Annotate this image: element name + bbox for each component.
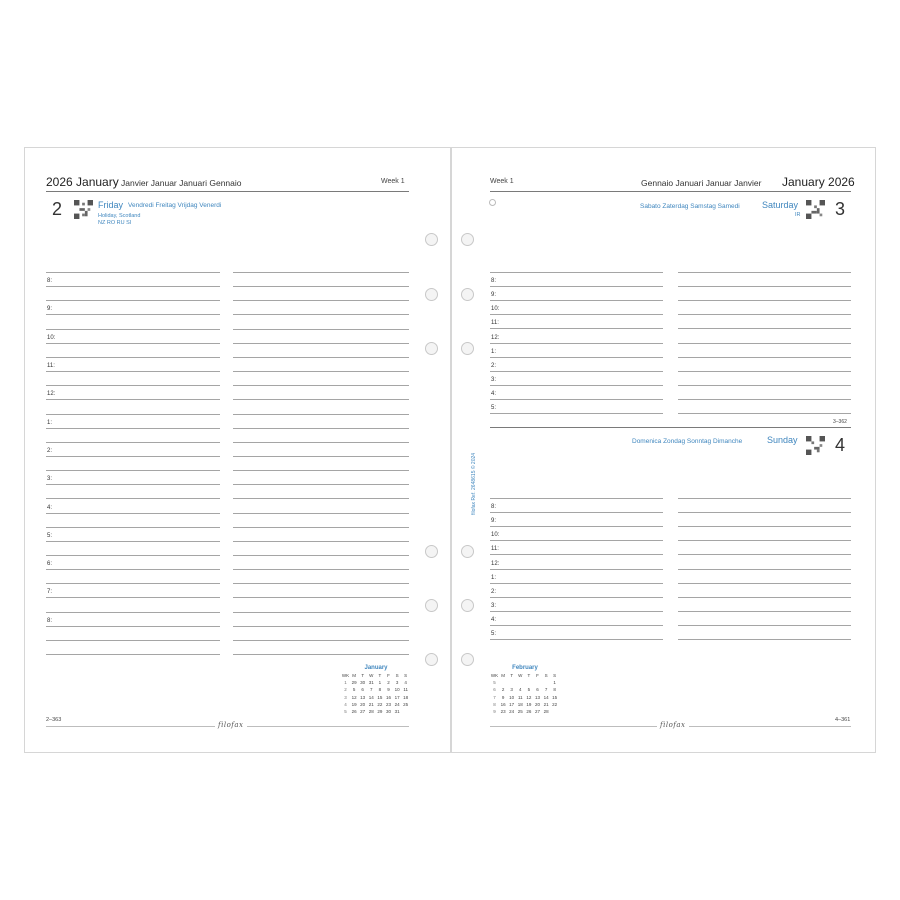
writing-line <box>678 498 851 499</box>
mini-calendar-day: 25 <box>403 701 409 707</box>
mini-calendar-day: 7 <box>544 687 548 693</box>
writing-line <box>46 597 220 598</box>
right-page-code: 4–361 <box>835 717 851 723</box>
time-label: 2: <box>47 448 53 454</box>
time-label: 10: <box>491 532 500 538</box>
mini-calendar-header-cell: F <box>536 673 539 678</box>
writing-line <box>233 498 409 499</box>
writing-line <box>490 371 663 372</box>
qr-code-icon <box>74 200 93 219</box>
saturday-note: IR <box>795 212 801 218</box>
binder-hole <box>425 545 438 558</box>
mini-calendar-header-cell: W <box>369 673 374 678</box>
writing-line <box>46 343 220 344</box>
qr-code-icon <box>806 436 825 455</box>
mini-calendar-day: 10 <box>394 687 400 693</box>
binder-hole <box>425 342 438 355</box>
writing-line <box>46 513 220 514</box>
time-label: 4: <box>491 617 497 623</box>
writing-line <box>678 639 851 640</box>
writing-line <box>233 357 409 358</box>
binder-hole <box>461 342 474 355</box>
binder-hole <box>461 288 474 301</box>
mini-calendar-day: 30 <box>385 709 391 714</box>
time-label: 11: <box>47 363 55 369</box>
writing-line <box>233 626 409 627</box>
time-label: 9: <box>491 518 497 524</box>
mini-calendar-week-number: 4 <box>344 701 347 707</box>
writing-line <box>233 272 409 273</box>
writing-line <box>490 314 663 315</box>
mini-calendar-week-number: 8 <box>493 701 496 707</box>
left-diary-page <box>24 147 451 753</box>
writing-line <box>678 300 851 301</box>
writing-line <box>46 300 220 301</box>
writing-line <box>678 399 851 400</box>
writing-line <box>233 484 409 485</box>
writing-line <box>490 611 663 612</box>
writing-line <box>46 414 220 415</box>
writing-line <box>490 399 663 400</box>
writing-line <box>46 569 220 570</box>
left-day-name: Friday <box>98 200 124 210</box>
mini-calendar-day: 27 <box>534 709 540 714</box>
left-day-number: 2 <box>52 199 63 219</box>
right-diary-page <box>451 147 876 753</box>
mini-calendar-week-number: 5 <box>344 709 347 714</box>
writing-line <box>678 286 851 287</box>
writing-line <box>678 413 851 414</box>
mini-calendar-week-number: 1 <box>344 680 347 686</box>
writing-line <box>678 611 851 612</box>
writing-line <box>46 626 220 627</box>
left-page-code: 2–363 <box>46 717 62 723</box>
mini-calendar-header-cell: T <box>510 673 514 678</box>
writing-line <box>678 569 851 570</box>
mini-calendar-day: 23 <box>500 709 506 714</box>
writing-line <box>490 343 663 344</box>
writing-line <box>46 527 220 528</box>
time-label: 2: <box>491 589 497 595</box>
mini-calendar-header-cell: F <box>387 673 390 678</box>
sunday-translations: Domenica Zondag Sonntag Dimanche <box>632 438 743 445</box>
writing-line <box>46 498 220 499</box>
binder-hole <box>461 599 474 612</box>
writing-line <box>233 569 409 570</box>
writing-line <box>46 357 220 358</box>
writing-line <box>490 583 663 584</box>
mini-calendar-day: 3 <box>395 680 399 686</box>
saturday-day-number: 3 <box>835 199 846 219</box>
mini-calendar-day: 1 <box>553 680 556 686</box>
mini-calendar-header-cell: T <box>527 673 531 678</box>
writing-line <box>678 328 851 329</box>
writing-line <box>490 498 663 499</box>
mini-calendar-day: 27 <box>360 709 366 714</box>
filofax-logo: filofax <box>215 721 247 729</box>
mini-calendar-day: 23 <box>385 701 391 707</box>
writing-line <box>678 526 851 527</box>
mini-calendar-header-cell: W <box>518 673 523 678</box>
mini-calendar-day: 11 <box>517 694 523 700</box>
mini-calendar-day: 18 <box>517 701 523 707</box>
mini-calendar-day: 25 <box>517 709 523 714</box>
writing-line <box>233 456 409 457</box>
writing-line <box>490 540 663 541</box>
writing-line <box>233 399 409 400</box>
time-label: 5: <box>491 631 497 637</box>
mini-calendar-header-cell: T <box>361 673 365 678</box>
writing-line <box>233 541 409 542</box>
writing-line <box>490 300 663 301</box>
writing-line <box>678 314 851 315</box>
writing-line <box>490 512 663 513</box>
writing-line <box>678 540 851 541</box>
writing-line <box>490 328 663 329</box>
binder-hole <box>425 653 438 666</box>
writing-line <box>233 385 409 386</box>
left-week-label: Week 1 <box>381 178 405 185</box>
mini-calendar-day: 6 <box>536 687 539 693</box>
saturday-day-name: Saturday <box>762 200 799 210</box>
writing-line <box>46 654 220 655</box>
mini-calendar-day: 9 <box>501 694 505 700</box>
writing-line <box>233 329 409 330</box>
mini-calendar-day: 12 <box>351 694 357 700</box>
writing-line <box>46 442 220 443</box>
writing-line <box>233 654 409 655</box>
mini-calendar-day: 15 <box>377 694 383 700</box>
writing-line <box>46 541 220 542</box>
mini-calendar-day: 29 <box>377 709 383 714</box>
writing-line <box>46 470 220 471</box>
mini-calendar-day: 4 <box>404 680 407 686</box>
time-label: 9: <box>47 306 53 312</box>
writing-line <box>678 512 851 513</box>
left-holiday-countries: NZ RO RU SI <box>98 220 132 226</box>
left-header-year-month: 2026 January <box>46 175 119 189</box>
time-label: 8: <box>47 618 53 624</box>
writing-line <box>233 300 409 301</box>
mini-calendar-day: 15 <box>552 694 558 700</box>
binder-hole <box>461 545 474 558</box>
time-label: 2: <box>491 363 497 369</box>
writing-line <box>490 639 663 640</box>
time-label: 12: <box>491 561 500 567</box>
qr-code-icon <box>806 200 825 219</box>
writing-line <box>490 385 663 386</box>
writing-line <box>678 625 851 626</box>
time-label: 3: <box>491 603 497 609</box>
mini-calendar-day: 19 <box>526 701 532 707</box>
mini-calendar-day: 28 <box>368 709 374 714</box>
time-label: 4: <box>47 505 53 511</box>
mini-calendar-day: 16 <box>500 701 506 707</box>
time-label: 12: <box>491 335 500 341</box>
mini-calendar-day: 8 <box>553 687 556 693</box>
time-label: 1: <box>491 349 497 355</box>
mini-calendar-week-number: 2 <box>344 687 347 693</box>
mini-calendar-day: 30 <box>360 680 366 686</box>
mini-calendar-week-number: 3 <box>344 694 347 700</box>
mini-calendar-day: 19 <box>351 701 357 707</box>
writing-line <box>678 597 851 598</box>
writing-line <box>678 554 851 555</box>
mini-calendar-day: 28 <box>543 709 549 714</box>
mini-calendar-header-cell: WK <box>490 673 499 678</box>
binder-hole <box>425 233 438 246</box>
mini-calendar-header-cell: T <box>378 673 382 678</box>
mini-calendar-day: 18 <box>403 694 409 700</box>
writing-line <box>490 357 663 358</box>
mini-calendar-day: 24 <box>509 709 515 714</box>
mini-calendar-day: 1 <box>378 680 382 686</box>
time-label: 12: <box>47 391 56 397</box>
saturday-page-code: 3–362 <box>833 419 847 425</box>
left-header-translations: Janvier Januar Januari Gennaio <box>121 178 242 188</box>
writing-line <box>46 329 220 330</box>
writing-line <box>233 612 409 613</box>
writing-line <box>46 399 220 400</box>
mini-calendar-day: 22 <box>377 701 383 707</box>
mini-calendar-day: 31 <box>394 709 400 714</box>
mini-calendar-header-cell: M <box>352 673 356 678</box>
mini-calendar-week-number: 9 <box>493 709 496 714</box>
mini-calendar-day: 9 <box>387 687 390 693</box>
mini-calendar-day: 14 <box>368 694 374 700</box>
mini-calendar-day: 2 <box>501 687 505 693</box>
writing-line <box>46 640 220 641</box>
day-divider-rule <box>490 427 851 428</box>
saturday-translations: Sabato Zaterdag Samstag Samedi <box>640 203 740 210</box>
time-label: 8: <box>47 278 53 284</box>
writing-line <box>46 456 220 457</box>
sunday-day-name: Sunday <box>767 435 798 445</box>
mini-calendar-week-number: 7 <box>493 694 496 700</box>
writing-line <box>678 371 851 372</box>
writing-line <box>46 286 220 287</box>
right-header-translations: Gennaio Januari Januar Janvier <box>641 178 762 188</box>
writing-line <box>233 371 409 372</box>
mini-calendar-day: 5 <box>352 687 356 693</box>
mini-calendar-day: 14 <box>543 694 549 700</box>
mini-calendar-day: 24 <box>394 701 400 707</box>
mini-calendar-day: 26 <box>351 709 357 714</box>
filofax-logo: filofax <box>657 721 689 729</box>
mini-calendar-title: February <box>512 665 538 671</box>
writing-line <box>678 272 851 273</box>
mini-calendar-day: 5 <box>527 687 531 693</box>
time-label: 11: <box>491 546 499 552</box>
time-label: 8: <box>491 504 497 510</box>
writing-line <box>233 414 409 415</box>
writing-line <box>46 371 220 372</box>
time-label: 8: <box>491 278 497 284</box>
mini-calendar-day: 21 <box>543 701 549 707</box>
mini-calendar-day: 22 <box>552 701 558 707</box>
writing-line <box>678 357 851 358</box>
mini-calendar-header-cell: S <box>553 673 557 678</box>
time-label: 6: <box>47 561 53 567</box>
writing-line <box>233 343 409 344</box>
mini-calendar-day: 8 <box>378 687 382 693</box>
writing-line <box>46 428 220 429</box>
mini-calendar-day: 13 <box>360 694 366 700</box>
writing-line <box>233 527 409 528</box>
writing-line <box>678 385 851 386</box>
time-label: 3: <box>491 377 497 383</box>
mini-calendar-day: 17 <box>394 694 400 700</box>
mini-calendar-header-cell: M <box>501 673 505 678</box>
binder-hole <box>425 288 438 301</box>
writing-line <box>46 484 220 485</box>
writing-line <box>46 272 220 273</box>
mini-calendar-day: 20 <box>360 701 366 707</box>
sidebar-imprint: filofax Ref. 2648615 © 2024 <box>471 452 477 515</box>
left-holiday-note: Holiday, Scotland <box>98 213 141 219</box>
right-header-rule <box>490 191 851 192</box>
time-label: 10: <box>47 335 56 341</box>
writing-line <box>233 555 409 556</box>
mini-calendar-day: 12 <box>526 694 532 700</box>
time-label: 5: <box>47 533 53 539</box>
writing-line <box>678 583 851 584</box>
mini-calendar-day: 6 <box>361 687 364 693</box>
writing-line <box>490 625 663 626</box>
time-label: 1: <box>47 420 53 426</box>
time-label: 1: <box>491 575 497 581</box>
writing-line <box>233 286 409 287</box>
time-label: 11: <box>491 320 499 326</box>
writing-line <box>490 286 663 287</box>
mini-calendar-day: 10 <box>509 694 515 700</box>
mini-calendar-day: 13 <box>534 694 540 700</box>
binder-hole <box>461 653 474 666</box>
mini-calendar-day: 7 <box>370 687 373 693</box>
mini-calendar-title: January <box>364 665 388 671</box>
circle-marker-icon <box>489 199 496 206</box>
binder-hole <box>461 233 474 246</box>
time-label: 7: <box>47 589 53 595</box>
writing-line <box>233 640 409 641</box>
mini-calendar-header-cell: S <box>395 673 399 678</box>
mini-calendar-day: 26 <box>526 709 532 714</box>
sunday-day-number: 4 <box>835 435 846 455</box>
writing-line <box>46 314 220 315</box>
right-header-month-year: January 2026 <box>782 175 855 189</box>
right-week-label: Week 1 <box>490 178 514 185</box>
time-label: 10: <box>491 306 500 312</box>
writing-line <box>233 428 409 429</box>
time-label: 4: <box>491 391 497 397</box>
mini-calendar-day: 20 <box>534 701 540 707</box>
writing-line <box>490 272 663 273</box>
writing-line <box>46 583 220 584</box>
mini-calendar-header-cell: S <box>404 673 408 678</box>
writing-line <box>490 554 663 555</box>
mini-calendar-day: 29 <box>351 680 357 686</box>
time-label: 3: <box>47 476 53 482</box>
mini-calendar-day: 4 <box>519 687 522 693</box>
mini-calendar-header-cell: WK <box>341 673 350 678</box>
mini-calendar-day: 11 <box>403 687 409 693</box>
writing-line <box>233 513 409 514</box>
writing-line <box>678 343 851 344</box>
binder-hole <box>425 599 438 612</box>
writing-line <box>490 413 663 414</box>
time-label: 5: <box>491 405 497 411</box>
writing-line <box>490 597 663 598</box>
mini-calendar-day: 16 <box>385 694 391 700</box>
writing-line <box>46 385 220 386</box>
writing-line <box>233 597 409 598</box>
mini-calendar-day: 2 <box>387 680 390 686</box>
writing-line <box>233 583 409 584</box>
writing-line <box>46 555 220 556</box>
writing-line <box>490 526 663 527</box>
writing-line <box>233 314 409 315</box>
left-day-translations: Vendredi Freitag Vrijdag Venerdi <box>128 202 222 209</box>
writing-line <box>46 612 220 613</box>
writing-line <box>490 569 663 570</box>
mini-calendar-day: 3 <box>510 687 513 693</box>
writing-line <box>233 470 409 471</box>
mini-calendar-week-number: 6 <box>493 687 496 693</box>
mini-calendar-day: 31 <box>368 680 374 686</box>
time-label: 9: <box>491 292 497 298</box>
left-header-rule <box>46 191 409 192</box>
mini-calendar-week-number: 5 <box>493 680 496 686</box>
writing-line <box>233 442 409 443</box>
mini-calendar-header-cell: S <box>544 673 548 678</box>
mini-calendar-day: 17 <box>509 701 515 707</box>
mini-calendar-day: 21 <box>368 701 374 707</box>
